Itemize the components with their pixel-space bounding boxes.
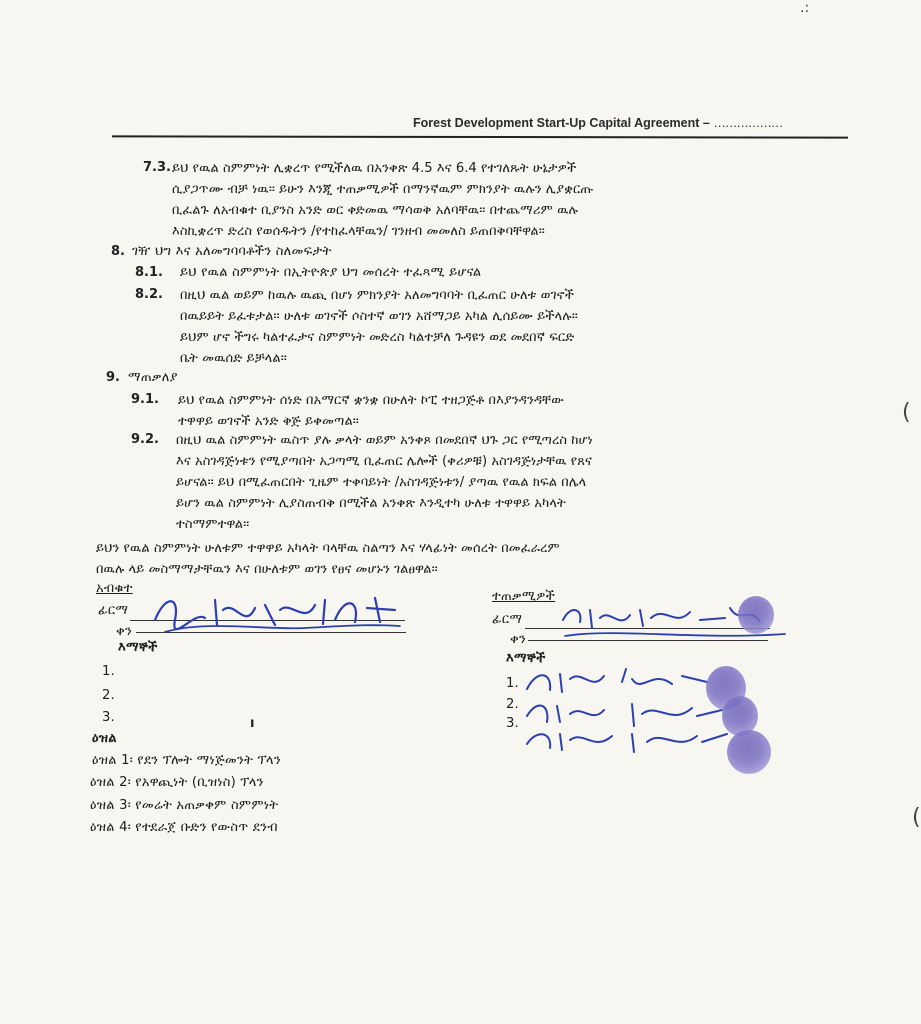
page-edge-mark: ( bbox=[912, 805, 921, 830]
clause-line: ቤት መዉሰድ ይቻላል። bbox=[180, 351, 287, 366]
header-rule bbox=[112, 135, 848, 138]
clause-8-title: ገዥ ህግ እና አለመግባባቶችን ስለመፍታት bbox=[132, 244, 332, 259]
annex-item: ዕዝል 3፡ የመሬት አጠቃቀም ስምምነት bbox=[90, 798, 279, 813]
page-edge-mark: ( bbox=[902, 400, 911, 425]
clause-number-9-1: 9.1. bbox=[131, 392, 159, 407]
clause-line: ተስማምተዋል። bbox=[176, 517, 250, 532]
clause-line: እና አስገዳጅነቱን የሚያጣበት አጋጣሚ ቢፈጠር ሌሎች (ቀሪዎቹ) አስገዳጅነታቸዉ የጸና bbox=[176, 454, 592, 469]
header-dots: ……………… bbox=[713, 116, 783, 130]
clause-number-8: 8. bbox=[111, 244, 125, 259]
fingerprint-stamp bbox=[727, 730, 771, 774]
closing-line: በዉሉ ላይ መስማማታቸዉን እና በሁለቱም ወገን የፀና መሆኑን ገልፀዋል። bbox=[96, 562, 438, 577]
left-signature-label: ፊርማ bbox=[98, 603, 129, 618]
annex-title: ዕዝል bbox=[92, 731, 117, 746]
closing-line: ይህን የዉል ስምምነት ሁለቱም ተዋዋይ አካላት ባላቸዉ ስልጣን እና ሃላፊነት መሰረት በመፈራረም bbox=[96, 541, 560, 556]
page-edge-mark: .: bbox=[800, 0, 810, 16]
right-witness-number: 2. bbox=[506, 697, 519, 712]
annex-item: ዕዝል 4፡ የተደራጀ ቡድን የውስጥ ደንብ bbox=[90, 820, 278, 835]
left-witness-number: 1. bbox=[102, 664, 115, 679]
clause-8-1-text: ይህ የዉል ስምምነት በኢትዮጵያ ህግ መሰረት ተፈጻሚ ይሆናል bbox=[180, 265, 482, 280]
right-signature-label: ፊርማ bbox=[492, 612, 523, 627]
right-witnesses-label: እማኞች bbox=[506, 651, 546, 666]
clause-line: ይህ የዉል ስምምነት ሰነድ በአማርኛ ቋንቋ በሁለት ኮፒ ተዘጋጅቶ በእያንዳንዳቸው bbox=[178, 393, 564, 408]
clause-line: እስኪቋረጥ ድረስ የወሰዱትን /የተከፈላቸዉን/ ገንዘብ መመለስ ይጠበቅባቸዋል። bbox=[172, 224, 545, 239]
clause-line: ቢፈልጉ ለአብቁተ ቢያንስ አንድ ወር ቀድመዉ ማሳወቅ አለባቸዉ። በተጨማሪም ዉሉ bbox=[172, 203, 578, 218]
clause-line: ሲያጋጥሙ ብቻ ነዉ። ይሁን እንጂ ተጠቃሚዎች በማንኛዉም ምክንያት ዉሉን ሊያቋርጡ bbox=[172, 182, 594, 197]
left-witnesses-label: እማኞች bbox=[118, 640, 158, 655]
left-witness-number: 3. bbox=[102, 710, 115, 725]
clause-line: በዚህ ዉል ወይም ከዉሉ ዉጪ በሆነ ምክንያት አለመግባባት ቢፈጠር ሁለቱ ወገኖች bbox=[180, 288, 575, 303]
left-witness-number: 2. bbox=[102, 688, 115, 703]
clause-number-9-2: 9.2. bbox=[131, 432, 159, 447]
right-witness-number: 1. bbox=[506, 676, 519, 691]
left-party-label: አብቁተ bbox=[96, 581, 133, 596]
left-date-label: ቀን bbox=[116, 624, 133, 639]
clause-9-1-text bbox=[178, 390, 564, 432]
right-date-label: ቀን bbox=[510, 632, 527, 647]
document-header bbox=[413, 116, 782, 130]
clause-line: ይሆን ዉል ስምምነት ሊያስጠብቅ በሚችል አንቀጽ እንዲተካ ሁለቱ ተዋዋይ አካላት bbox=[176, 496, 566, 511]
annex-item: ዕዝል 1፡ የደን ፕሎት ማነጅመንት ፕላን bbox=[92, 753, 281, 768]
annex-item: ዕዝል 2፡ የአዋጪነት (ቢዝነስ) ፕላን bbox=[90, 775, 264, 790]
clause-number-8-2: 8.2. bbox=[135, 287, 163, 302]
clause-line: ተዋዋይ ወገኖች አንድ ቅጅ ይቀመጣል። bbox=[178, 414, 359, 429]
clause-line: ይህ የዉል ስምምነት ሊቋረጥ የሚችለዉ በአንቀጽ 4.5 እና 6.4 የተገለጹት ሁኔታዎች bbox=[172, 161, 577, 176]
closing-statement bbox=[96, 538, 560, 580]
stray-mark: ı bbox=[250, 716, 255, 731]
left-signature-scribble bbox=[145, 590, 405, 640]
right-party-label: ተጠቃሚዎች bbox=[492, 589, 556, 604]
clause-8-2-text bbox=[180, 285, 578, 369]
header-title: Forest Development Start-Up Capital Agreement – bbox=[413, 116, 710, 130]
clause-line: ይሆናል። ይህ በሚፈጠርበት ጊዜም ተቀባይነት /አስገዳጅነቱን/ ያጣዉ የዉል ክፍል በሌላ bbox=[176, 475, 587, 490]
clause-line: በዉይይት ይፈቱታል። ሁለቱ ወገኖች ሶስተኛ ወገን አሸማጋይ አካል ሊሰይሙ ይችላሉ። bbox=[180, 309, 578, 324]
clause-line: ይህም ሆኖ ችግሩ ካልተፈታና ስምምነት መድረስ ካልተቻለ ጉዳዩን ወደ መደበኛ ፍርድ bbox=[180, 330, 575, 345]
clause-number-8-1: 8.1. bbox=[135, 265, 163, 280]
fingerprint-stamp bbox=[738, 596, 774, 634]
clause-number-9: 9. bbox=[106, 370, 120, 385]
clause-9-title: ማጠቃለያ bbox=[128, 370, 178, 385]
clause-9-2-text bbox=[176, 430, 593, 535]
clause-7-3-text bbox=[172, 158, 594, 242]
right-witness-number: 3. bbox=[506, 716, 519, 731]
clause-line: በዚህ ዉል ስምምነት ዉስጥ ያሉ ቃላት ወይም አንቀጾ በመደበኛ ህጉ ጋር የሚጣረስ ከሆነ bbox=[176, 433, 593, 448]
clause-number-7-3: 7.3. bbox=[143, 160, 171, 175]
